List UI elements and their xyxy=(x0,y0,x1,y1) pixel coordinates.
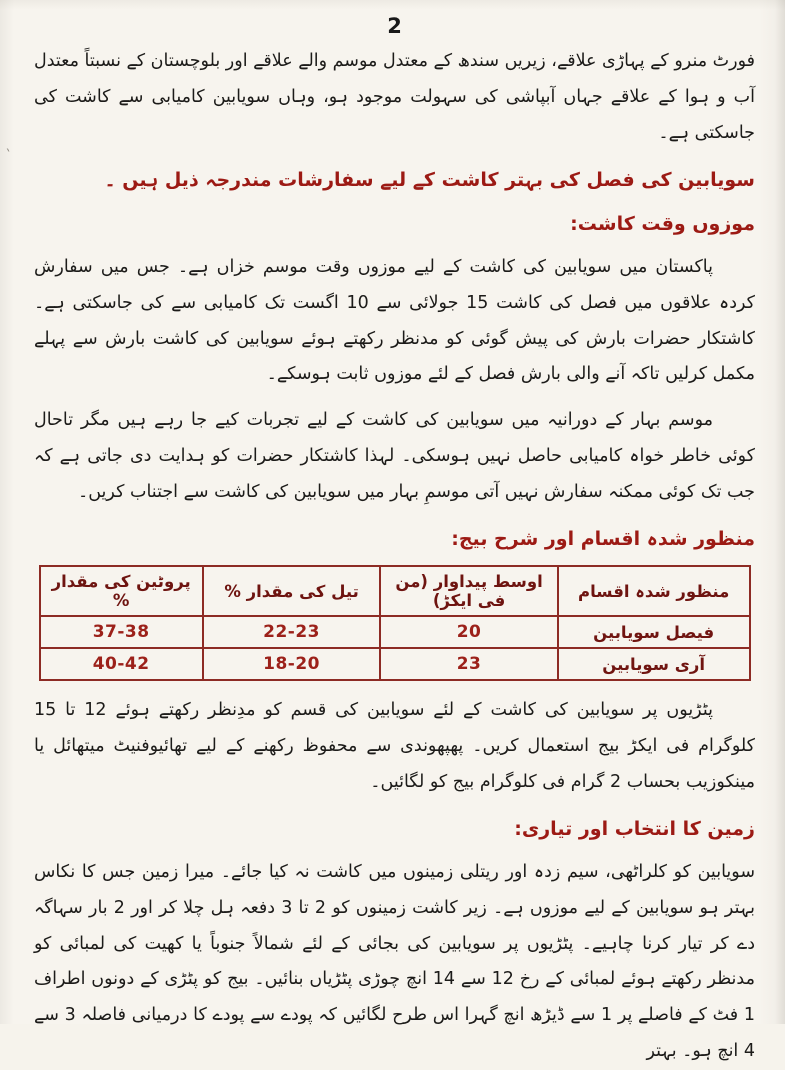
approved-varieties-table xyxy=(39,565,751,681)
header-oil-content: تیل کی مقدار % xyxy=(203,566,381,616)
heading-recommendations: سویابین کی فصل کی بہتر کاشت کے لیے سفارشات مندرجہ ذیل ہیں ۔ xyxy=(104,168,755,191)
scan-artifact-mark: ` xyxy=(2,147,13,165)
paragraph-sowing-time-1: پاکستان میں سویابین کی کاشت کے لیے موزوں وقت موسم خزاں ہے۔ جس میں سفارش کردہ علاقوں میں فصل کی کاشت 15 جولائی سے 10 اگست تک کامیابی سے کی جاسکتی ہے۔ کاشتکار حضرات بارش کی پیش گوئی کو مدنظر رکھتے ہوئے سویابین کی کاشت بارش سے پہلے مکمل کرلیں تاکہ آنے والی بارش فصل کے لئے موزوں ثابت ہوسکے۔ xyxy=(34,256,755,385)
table-row xyxy=(40,616,750,648)
table-row xyxy=(40,648,750,680)
cell-yield: 20 xyxy=(380,616,558,648)
heading-sowing-time: موزوں وقت کاشت: xyxy=(570,212,755,235)
cell-oil: 22-23 xyxy=(203,616,381,648)
cell-yield: 23 xyxy=(380,648,558,680)
paragraph-seed-rate: پٹڑیوں پر سویابین کی کاشت کے لئے سویابین کی قسم کو مدِنظر رکھتے ہوئے 12 تا 15 کلوگرام فی ایکڑ بیج استعمال کریں۔ پھپھوندی سے محفوظ رکھنے کے لیے تھائیوفنیٹ میتھائل یا مینکوزیب بحساب 2 گرام فی کلوگرام بیج کو لگائیں۔ xyxy=(34,700,755,792)
heading-approved-varieties: منظور شدہ اقسام اور شرح بیج: xyxy=(451,527,755,550)
header-protein-content: پروٹین کی مقدار % xyxy=(40,566,203,616)
paragraph-intro: فورٹ منرو کے پہاڑی علاقے، زیریں سندھ کے معتدل موسم والے علاقے اور بلوچستان کے نسبتاً معتدل آب و ہوا کے علاقے جہاں آبپاشی کی سہولت موجود ہو، وہاں سویابین کامیابی سے کاشت کی جاسکتی ہے۔ xyxy=(34,51,755,143)
paragraph-land-preparation: سویابین کو کلراٹھی، سیم زدہ اور ریتلی زمینوں میں کاشت نہ کیا جائے۔ میرا زمین جس کا نکاس بہتر ہو سویابین کے لیے موزوں ہے۔ زیر کاشت زمینوں کو 2 تا 3 دفعہ ہل چلا کر اور 2 بار سہاگہ دے کر تیار کرنا چاہیے۔ پٹڑیوں پر سویابین کی بجائی کے لئے شمالاً جنوباً یا کھیت کی لمبائی کو مدنظر رکھتے ہوئے لمبائی کے رخ 12 سے 14 انچ چوڑی پٹڑیاں بنائیں۔ بیج کو پٹڑی کے دونوں اطراف 1 فٹ کے فاصلے پر 1 سے ڈیڑھ انچ گہرا اس طرح لگائیں کہ پودے سے پودے کا درمیانی فاصلہ 3 سے 4 انچ ہو۔ بہتر xyxy=(34,861,755,1062)
page-number: 2 xyxy=(387,14,402,38)
cell-protein: 40-42 xyxy=(40,648,203,680)
cell-protein: 37-38 xyxy=(40,616,203,648)
paragraph-sowing-time-2: موسم بہار کے دورانیہ میں سویابین کی کاشت کے لیے تجربات کیے جا رہے ہیں مگر تاحال کوئی خاطر خواہ کامیابی حاصل نہیں ہوسکی۔ لہذا کاشتکار حضرات کو ہدایت دی جاتی ہے کہ جب تک کوئی ممکنہ سفارش نہیں آتی موسمِ بہار میں سویابین کی کاشت سے اجتناب کریں۔ xyxy=(34,410,755,503)
header-average-yield: اوسط پیداوار (من فی ایکڑ) xyxy=(380,566,558,616)
table-header-row xyxy=(40,566,750,616)
cell-oil: 18-20 xyxy=(203,648,381,680)
cell-variety: فیصل سویابین xyxy=(558,616,750,648)
heading-land-selection: زمین کا انتخاب اور تیاری: xyxy=(514,817,755,840)
cell-variety: آری سویابین xyxy=(558,648,750,680)
header-approved-varieties: منظور شدہ اقسام xyxy=(558,566,750,616)
